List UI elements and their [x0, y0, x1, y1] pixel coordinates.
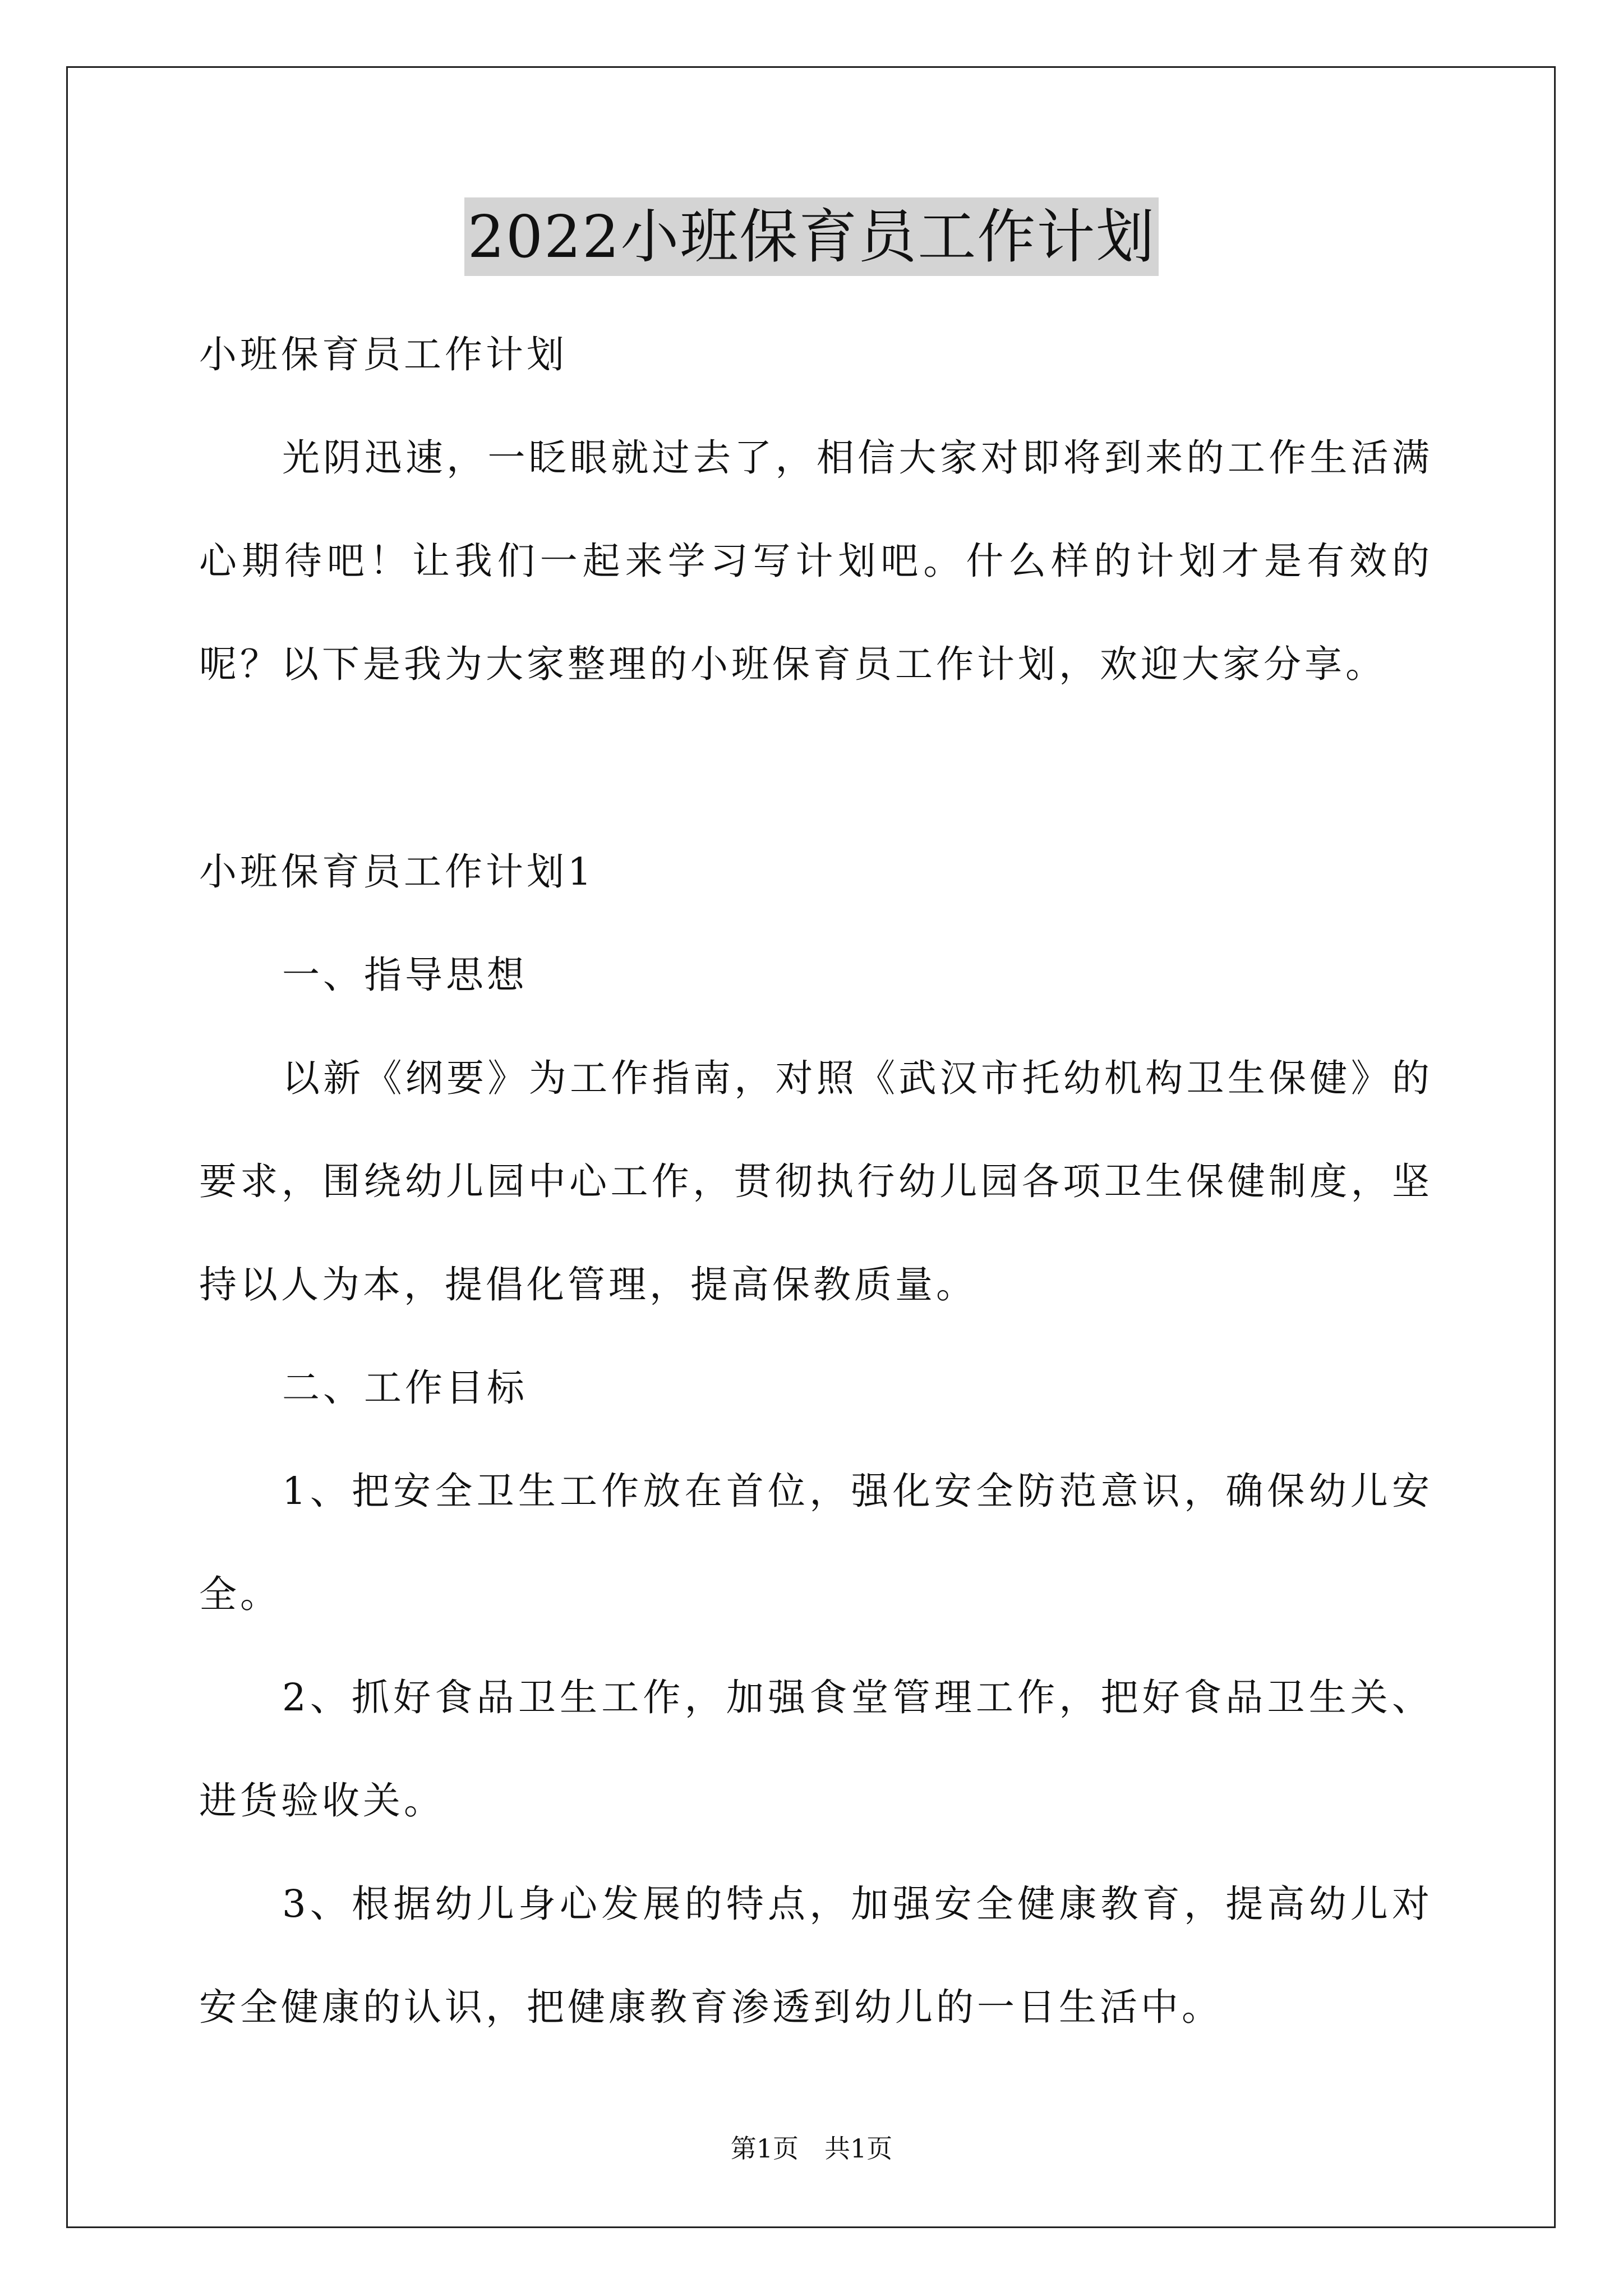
intro-paragraph: 光阴迅速，一眨眼就过去了，相信大家对即将到来的工作生活满心期待吧！让我们一起来学习写计划吧。什么样的计划才是有效的呢？以下是我为大家整理的小班保育员工作计划，欢迎大家分享。: [199, 436, 1433, 686]
document-title: 2022小班保育员工作计划: [464, 197, 1159, 276]
document-body: [199, 303, 1433, 2059]
paragraph-gap: [199, 716, 1433, 820]
title-container: [0, 197, 1623, 276]
guiding-idea-paragraph: 以新《纲要》为工作指南，对照《武汉市托幼机构卫生保健》的要求，围绕幼儿园中心工作，贯彻执行幼儿园各项卫生保健制度，坚持以人为本，提倡化管理，提高保教质量。: [199, 1056, 1433, 1306]
section-heading: 小班保育员工作计划1: [199, 850, 595, 894]
goal-item-1: 1、把安全卫生工作放在首位，强化安全防范意识，确保幼儿安全。: [199, 1469, 1433, 1616]
heading-guiding-idea: 一、指导思想: [282, 953, 528, 997]
goal-item-2: 2、抓好食品卫生工作，加强食堂管理工作，把好食品卫生关、进货验收关。: [199, 1676, 1433, 1823]
page-footer: 第1页 共1页: [730, 2133, 893, 2164]
goal-item-3: 3、根据幼儿身心发展的特点，加强安全健康教育，提高幼儿对安全健康的认识，把健康教育渗透到幼儿的一日生活中。: [199, 1882, 1433, 2029]
heading-work-goals: 二、工作目标: [282, 1366, 528, 1410]
subtitle: 小班保育员工作计划: [199, 333, 568, 376]
